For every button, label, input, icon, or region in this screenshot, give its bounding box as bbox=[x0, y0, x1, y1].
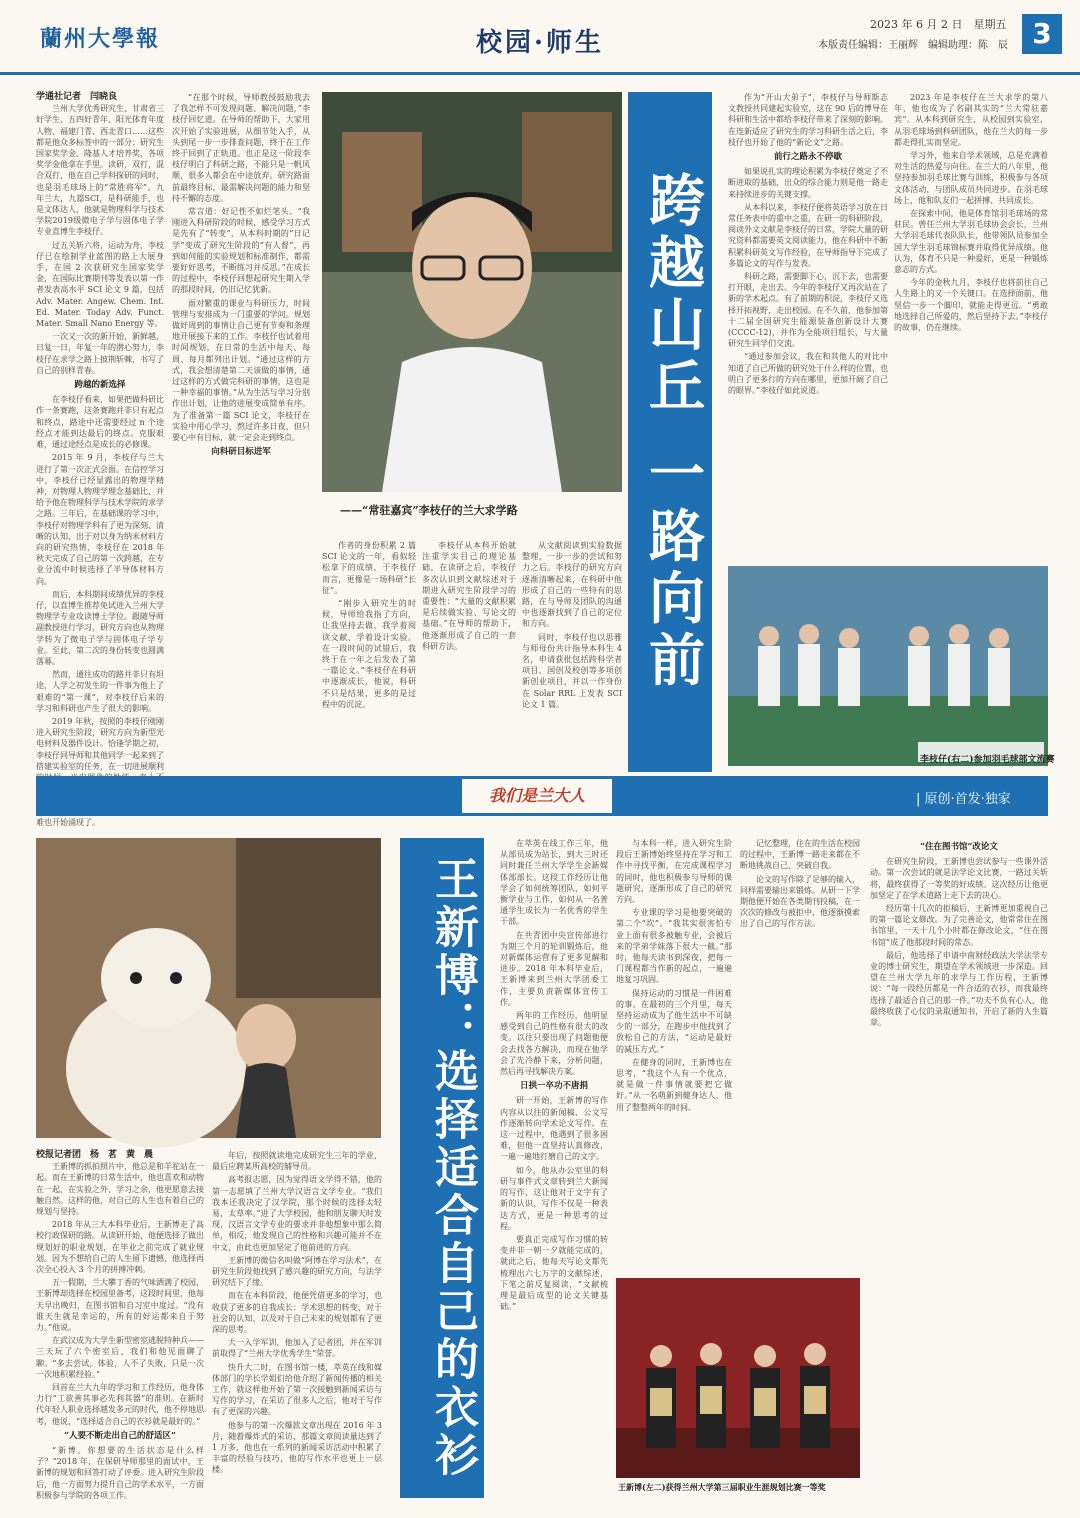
story1-paragraph: 在李枝仔看来，如果把做科研比作一条赛跑，这条赛跑并非只有起点和终点，路途中还需要经过 n 个途经点才能到达最后的终点。克服艰难，通过途经点是成长的必修课。 bbox=[36, 395, 164, 450]
story1-section-heading: 跨越的新选择 bbox=[74, 380, 126, 391]
story2-paragraph: 在健身的同时，王新博也在思考，“我这个人有一个优点，就是做一件事情就要把它做好。”从一名萌新到健身达人，他用了整整两年的时间。 bbox=[616, 1057, 732, 1112]
story1-column-6 bbox=[728, 92, 888, 562]
story1-paragraph: “在那个时候，导师教授鼓励我去了我怎样不可发现问题、解决问题，”李枝仔回忆道。在导师的帮助下，大家用次开始了实验进展，从细节处入手，从头到尾一步一步排查问题，终于在工作终于回到了正轨道。也正是这一阶段李枝仔明白了科研之路，不能只是一帆风顺，很多人都会在中途放弃。研究路面前最终目标，最需解决问题的能力和坚持不懈的态度。 bbox=[172, 93, 310, 203]
story2-column-5 bbox=[740, 838, 860, 1268]
story1-column-1 bbox=[36, 92, 164, 827]
story2-paragraph: 快升大二时，在图书馆一楼，萃英在线和媒体部门的学长学姐们给他介绍了新闻传播的相关工作，就这样他开始了第一次接触到新闻采访与写作的学习，在采访了很多人之后，他对于写作有了更深的兴趣。 bbox=[212, 1362, 382, 1417]
story1-portrait-photo bbox=[322, 92, 622, 492]
portrait-illustration bbox=[322, 92, 622, 492]
section-title: 校园·师生 bbox=[476, 28, 605, 58]
story1-paragraph: 从文献阅读到实验数据整理，一步一步的尝试和努力之后。李枝仔的研究方向逐渐清晰起来，在科研中他形成了自己的一些特有的思路，在与导师及团队的沟通中也逐渐找到了自己的定位和方向。 bbox=[522, 541, 622, 629]
story2-column-1 bbox=[36, 1150, 204, 1498]
story2-paragraph: 专业课的学习是他要突破的第二个“坎”。“我其实很害怕专业上面有很多被触专业，会被后来的学弟学妹落下很大一截。”那时，他每天读书到深夜，把每一门课程都当作新的起点，一遍遍地复习巩固。 bbox=[616, 908, 732, 985]
story2-paragraph: 记忆整理，住在的生活在校园的过程中，王新博一路走来都在不断地挑战自己、突破自我。 bbox=[740, 839, 860, 871]
story2-column-4 bbox=[616, 838, 732, 1268]
story2-paragraph: 论文的写作除了足够的输入，同样需要输出来锻炼。从研一下学期他便开始在各类期刊投稿，在一次次的修改与被拒中，他逐渐摸索出了自己的写作方法。 bbox=[740, 874, 860, 929]
story1-section-heading: 前行之路永不停歇 bbox=[773, 152, 842, 163]
story2-paragraph: 在共青团中央宣传部进行为期三个月的轮训锻炼后，他对新媒体运营有了更多见解和进步。2018 年本科毕业后，王新博来到兰州大学团委工作，主要负责新媒体宣传工作。 bbox=[500, 930, 608, 1007]
story2-paragraph: 在研究生阶段，王新博也尝试参与一些课外活动。第一次尝试的就是法学论文比赛，一路过关斩将，最终获得了一等奖的好成绩。这次经历让他更加坚定了在学术道路上走下去的决心。 bbox=[870, 857, 1048, 900]
story1-paragraph: 2015 年 9 月，李枝仔与兰大进行了第一次正式会面。在信控学习中，李枝仔已经显露出的物理学精神，对物理人物理学理念基础比、并给予他在物理科学与技术学院的求学之路。三年后，在基础课的学习中，李枝仔对物理学科有了更为深刻、清晰的认知，出于对以身为纳米材料方向的研究热情，李枝仔在 2018 年秋天完成了自己的第一次跨越，在专业分流中时候选择了半导体材料方向。 bbox=[36, 453, 164, 586]
newspaper-logo: 蘭州大學報 bbox=[40, 26, 161, 52]
story1-paragraph: “刚步入研究生的时候，导师给我指了方向，让我坚持去做，我学着阅读文献、学着设计实验。在一段时间的试错后，我终于在一年之后发表了第一篇论文。”李枝仔在科研中逐渐成长，他说，科研不只是结果，更多的是过程中的沉淀。 bbox=[322, 599, 416, 709]
story2-paragraph: 研一开始，王新博的写作内容从以往的新闻稿、公文写作逐渐转向学术论文写作。在这一过程中，他遇到了很多困难，但他一直坚持认真修改，一遍一遍地打磨自己的文字。 bbox=[500, 1096, 608, 1162]
column-tag-badge: 我们是兰大人 bbox=[462, 779, 612, 813]
story1-paragraph: 今年的金秋九月，李枝仔也将前往自己人生路上的又一个关键口。在选择面前，他坚信一步一个脚印，就能走得更远。“勇敢地选择自己所爱的，然后坚持下去。”李枝仔的故事，仍在继续。 bbox=[894, 278, 1048, 333]
story2-vertical-headline: 王新博：选择适合自己的衣衫 bbox=[400, 838, 484, 1498]
story1-column-7 bbox=[894, 92, 1048, 562]
story2-paragraph: 最后，他选择了申请中南财经政法大学法学专业的博士研究生，期望在学术领域进一步深造。回望在兰州大学九年的求学与工作历程，王新博说：“每一段经历都是一件合适的衣衫，而我最终选择了最适合自己的那一件。”功夫不负有心人，他最终收获了心仪的录取通知书，开启了新的人生篇章。 bbox=[870, 950, 1048, 1028]
story1-section-heading: 向科研目标进军 bbox=[211, 447, 271, 458]
story2-section-heading: “住在图书馆”改论文 bbox=[920, 842, 998, 852]
story2-paragraph: 回首在兰大九年的学习和工作经历，他身体力行“工欲善其事必先利其器”的准则。在新时代年轻人职业选择越发多元的时代，他不停地思考，他说，“选择适合自己的衣衫就是最好的。” bbox=[36, 1383, 204, 1426]
story1-paragraph: 过五关斩六将，运动为舟，李枝仔已在绘制学业蓝图的路上大展身手，在国 2 次获研究生国家奖学金，在国际比赛期刊等发表以第一作者发表高水平 SCI 论文 9 篇，包括 Adv. Mater. Angew. Chem. Int. Ed. Mater. Today Adv. Funct. Mater. Small Nano Energy 等。 bbox=[36, 240, 164, 329]
story1-paragraph: 面对繁重的课业与科研压力，时间管理与安排成为一门重要的学问。规划做好周到的事情让自己更有节奏和条理地开展接下来的工作。李枝仔也试着用时间规划，在日常的生活中每天、每周、每月都列出计划。“通过这样的方式，我会想清楚第二天该做的事情，通过这样的方式做完科研的事情，这也是一种幸福的事情。”从为生活与学习分别作出计划，让他的进展变成简单有序。为了准备第一篇 SCI 论文，李枝仔在实验中用心学习，熬过许多日夜，但只要心中有目标，就一定会走到终点。 bbox=[172, 298, 310, 443]
story1-paragraph: 在探索中间，他是体育馆羽毛球场的常驻民。曾任兰州大学羽毛球协会会长，兰州大学羽毛球代表队队长，他带领队员参加全国大学生羽毛球锦标赛并取得优异成绩。他认为，体育不只是一种爱好，更是一种锻炼意志的方式。 bbox=[894, 209, 1048, 275]
story2-paragraph: 而在在本科阶段，他便凭借更多的学习，也收获了更多的自我成长：学术思想的转变、对于社会的认知、以及对于自己未来的规划都有了更深的思考。 bbox=[212, 1291, 382, 1335]
story1-paragraph: 从本科以来，李枝仔便将英语学习放在日常任务表中的重中之重，在研一的科研阶段，阅读外文文献是李枝仔的日常，学院大量的研究资料都需要英文阅读能力，他在科研中不断积累科研英文写作经验，在导师指导下完成了多篇论文的写作与发表。 bbox=[728, 202, 888, 268]
story1-paragraph: 如果说扎实的理论积累为李枝仔奠定了不断进取的基础，出众的综合能力则是他一路走来持续进步的关键支撑。 bbox=[728, 167, 888, 199]
story2-paragraph: 2018 年从三大本科毕业后，王新博走了高校行政保研的路。从读研开始，他便选择了做出规划好的职业规划，在毕业之前完成了就业规划。因为不想给自己的人生留下遗憾，他选择再次全心投入 3 个月的拼搏冲刺。 bbox=[36, 1220, 204, 1275]
column-tag-label: | 原创·首发·独家 bbox=[916, 792, 1011, 807]
story1-paragraph: 作为“开山大弟子”，李枝仔与导师斯志文教授共同建起实验室，这在 90 后的博导在科研和生活中都给李枝仔带来了深刻的影响。在连新适应了研究生的学习科研生活之后，李枝仔也开始了他的“新论文”之路。 bbox=[728, 93, 888, 147]
story1-column-2 bbox=[172, 92, 310, 772]
story2-paragraph: 如今，他从办公室里的科研与事件式文章转到兰大新闻的写作，这让他对于文字有了新的认识，写作不仅是一种表达方式，更是一种思考的过程。 bbox=[500, 1165, 608, 1231]
story2-paragraph: 要真正完成写作习惯的转变并非一朝一夕就能完成的，就此之后，他每天写论文都先梳理出六七万字的文献综述，下笔之前反复阅读，“文献梳理是最后成型的论文关键基础。” bbox=[500, 1234, 608, 1312]
story2-paragraph: “新博，你想要的生活状态是什么样子？”2018 年，在保研导师那里的面试中，王新博的规划和回答打动了评委。进入研究生阶段后，他一方面努力提升自己的学术水平，一方面积极参与学院的各项工作。 bbox=[36, 1446, 204, 1500]
story2-paragraph: 经历第十几次的拒稿后，王新博更加重视自己的第一篇论文修改。为了完善论文，他常常住在图书馆里，一天十几个小时都在修改论文，“住在图书馆”成了他那段时间的常态。 bbox=[870, 904, 1048, 947]
story1-photo-subtitle: ——“常驻嘉宾”李枝仔的兰大求学路 bbox=[340, 504, 518, 517]
alpaca-illustration bbox=[36, 838, 381, 1138]
story2-byline: 校报记者团 杨 茗 黄 晨 bbox=[36, 1150, 154, 1160]
story2-column-6 bbox=[870, 838, 1048, 1498]
story2-paragraph: 年后，按照就读地完成研究生三年的学业，最后应聘某所高校的辅导员。 bbox=[212, 1151, 382, 1172]
story2-section-heading: 日拱一卒功不唐捐 bbox=[519, 1081, 588, 1092]
story1-paragraph: 2023 年是李枝仔在兰大求学的第八年，他也成为了名副其实的“兰大常驻嘉宾”。从本科到研究生，从校园到实验室，从羽毛球场到科研团队，他在兰大的每一步都走得扎实而坚定。 bbox=[894, 93, 1048, 147]
story2-award-photo bbox=[616, 1278, 860, 1478]
story1-paragraph: 科研之路，需要脚下心，沉下去，也需要打开眼，走出去。今年的李枝仔又再次站在了新的学术起点。有了前期的积淀，李枝仔又选择开拓视野，走出校园。在不久前，他参加第十二届全国研究生能源装备创新设计大赛(CCCC-12)，并作为全能项目组长，与大量研究生同学们交流。 bbox=[728, 272, 888, 349]
story2-paragraph: 在武汉成为大学生新型密室逃脱特种兵——三天玩了六个密室后，我们和他见面聊了聊。“多去尝试，体验，人不了失败，只是一次一次地积累经验。” bbox=[36, 1336, 204, 1379]
story1-column-3 bbox=[322, 540, 416, 772]
team-photo-illustration bbox=[728, 566, 1048, 766]
story1-paragraph: 兰州大学优秀研究生、甘肃省三好学生、五四好青年、阳光体育年度人物、福建门青、西北青口……这些都是他众多标签中的一部分：研究生国家奖学金、隆基人才培养奖，各项奖学金他拿在手里。读研，双打，混合双打，他在自己学科探研的同时，也是羽毛球场上的“常胜将军”。九年兰大，九篇SCI，是科研能手，也是文体达人，他就是物理科学与技术学院2019级微电子学与固体电子学专业直博生李枝仔。 bbox=[36, 104, 164, 237]
story1-paragraph: 学习外，他来自学术领域，总是充满着对生活的热爱与向往。在兰大的八年里，他坚持参加羽毛球比赛与训练，积极参与各项文体活动，与团队成员共同进步。在羽毛球场上，他和队友们一起拼搏、共同成长。 bbox=[894, 151, 1048, 205]
page-number: 3 bbox=[1022, 14, 1062, 54]
story1-paragraph: 李枝仔从本科开始就注重学实目己的理论基础，在读研之后，李枝仔多次认识到文献综述对于期进入研究生阶段学习的重要性：“大量的文献积累是后续做实验、写论文的基础。”在导师的帮助下，他逐渐形成了自己的一套科研方法。 bbox=[422, 541, 516, 651]
story2-section-heading: “人要不断走出自己的舒适区” bbox=[64, 1430, 176, 1441]
award-ceremony-illustration bbox=[616, 1278, 860, 1478]
story2-paragraph: 在萃英在线工作三年，他从部员成为站长，到大三时还同时兼任兰州大学学生会新媒体部部长。这段工作经历让他学会了如何统筹团队，如何平衡学业与工作，如何从一名普通学生成长为一名优秀的学生干部。 bbox=[500, 839, 608, 927]
story1-paragraph: 同时，李枝仔也以思雅与师母份共计指导本科生 4 名，申请获批包括跨科学者项目、国创及校创等多项创新创业项目，并以一作身份在 Solar RRL 上发表 SCI 论文 1 篇。 bbox=[522, 632, 622, 709]
story1-paragraph: 作者的身份积累 2 篇 SCI 论文的一年，看似轻松拿下的成绩，于李枝仔而言，更像是一场科研“长征”。 bbox=[322, 541, 416, 595]
story2-paragraph: 五一假期，兰大攀丁香的气味洒满了校园，王新博却选择在校园里备考，这段时间里，他每天早出晚归，在图书馆和自习室中度过。“没有谁天生就是幸运的，所有的好运都来自于努力。”他说。 bbox=[36, 1278, 204, 1333]
story1-paragraph: 然而，通往成功的路并非只有坦途，人学之初发生的一件事为他上了艰难的“第一课”，对李枝仔后来的学习和科研也产生了很大的影响。 bbox=[36, 670, 164, 713]
story2-paragraph: 王新博的微信名叫做“阿博在学习法术”，在研究生阶段他找到了感兴趣的研究方向，与法学研究结下了缘。 bbox=[212, 1255, 382, 1288]
story2-photo-caption: 王新博(左二)获得兰州大学第三届职业生涯规划比赛一等奖 bbox=[618, 1482, 826, 1492]
story1-vertical-headline: 跨越山丘 一路向前 bbox=[628, 92, 712, 772]
story1-badminton-photo bbox=[728, 566, 1048, 766]
story2-paragraph: 高考报志愿，因为觉得语文学得不错，他的第一志愿填了兰州大学汉语言文学专业。“我们我本还我决定了汉学院，那个时候的选择太轻易，太草率。”进了大学校园，他和朋友聊天时发现，汉语言文学专业的要求并非他想象中那么简单，相反，他发现自己的性格和兴趣可能并不在中文，由此也更加坚定了他前进的方向。 bbox=[212, 1175, 382, 1252]
story1-paragraph: 常言道：好记性不如烂笔头。“我刚进入科研阶段的时候，感受学习方式是先有了“转变”，从本科时期的“日记学”变成了研究生阶段的“有人督”，再到如何能的实验规划和标准制作，都需要好好思考，不断练习并反思。”在成长的过程中，李枝仔回想起研究生期入学的那段时间，仍旧记忆犹新。 bbox=[172, 207, 310, 295]
story2-paragraph: 两年的工作经历，他明显感受到自己的性格有很大的改变。以往只要出现了问题他便会去找各方解决，而现在他学会了先冷静下来，分析问题，然后再寻找解决方案。 bbox=[500, 1011, 608, 1077]
story2-paragraph: 王新博的抓拍照片中，他总是和羊驼站在一起。而在王新博的日常生活中，他也喜欢和动物在一起，在实验之外、学习之余，他更愿意去接触自然。这样的他，对自己的人生也有着自己的规划与坚持。 bbox=[36, 1162, 204, 1217]
story1-paragraph: 一次又一次的新开始，新鲜越，日复一日，年复一年的潜心努力，李枝仔在求学之路上披荆斩棘，书写了自己的别样青春。 bbox=[36, 332, 164, 375]
story2-alpaca-photo bbox=[36, 838, 381, 1138]
story1-photo-caption: 李枝仔(右二)参加羽毛球部文流赛 bbox=[920, 755, 1055, 765]
story2-paragraph: 大一入学军训，他加入了记者团，并在军训前取得了“兰州大学优秀学生”荣誉。 bbox=[212, 1338, 382, 1359]
story2-paragraph: 他参与的第一次爆款文章出现在 2016 年 3 月，随着爆炸式的采访，那篇文章阅读量达到了 1 万多，他也在一系列的新闻采访活动中积累了丰富的经验与技巧，他的写作水平也更上一层楼。 bbox=[212, 1420, 382, 1475]
story1-paragraph: 2019 年秋，按照的李枝仔刚刚进入研究生阶段，研究方向为新型光电材料及器件设计。恰逢学期之初，李枝仔同导师和其他同学一起来到了搭建实验室的任务，在一切进展顺利 难也开始涌现了。 bbox=[36, 716, 164, 827]
story2-paragraph: 与本科一样，进入研究生阶段后王新博始终坚持在学习和工作中寻找平衡，在完成课程学习的同时，他也积极参与导师的课题研究，逐渐形成了自己的研究方向。 bbox=[616, 839, 732, 905]
story2-column-3 bbox=[500, 838, 608, 1498]
story1-paragraph: 而后，本科期间成绩优异的李枝仔，以直博生推荐免试进入兰州大学物理学专业攻读博士学位。跟随导师副教授进行学习，研究方向也从物理学转为了微电子学与固体电子学专业。至此，第二次的身份转变也圆满落幕。 bbox=[36, 589, 164, 666]
story1-byline: 学通社记者 闫晓良 bbox=[36, 92, 118, 102]
issue-date: 2023 年 6 月 2 日 星期五 bbox=[870, 18, 1007, 31]
story2-paragraph: 保持运动的习惯是一件困难的事。在最初的三个月里，每天坚持运动成为了他生活中不可缺少的一部分，在跑步中他找到了放松自己的方法，“运动是最好的减压方式。” bbox=[616, 988, 732, 1054]
story1-column-4 bbox=[422, 540, 516, 772]
story2-column-2 bbox=[212, 1150, 382, 1498]
editor-credits: 本版责任编辑：王丽辉 编辑助理：陈 辰 bbox=[818, 40, 1008, 51]
story1-column-5 bbox=[522, 540, 622, 772]
story1-paragraph: “通过参加会议，我在和其他人的对比中知道了自己所做的研究处于什么样的位置，也明白了更多行的方向在哪里，更加开阔了自己的眼界。”李枝仔如此说道。 bbox=[728, 352, 888, 396]
